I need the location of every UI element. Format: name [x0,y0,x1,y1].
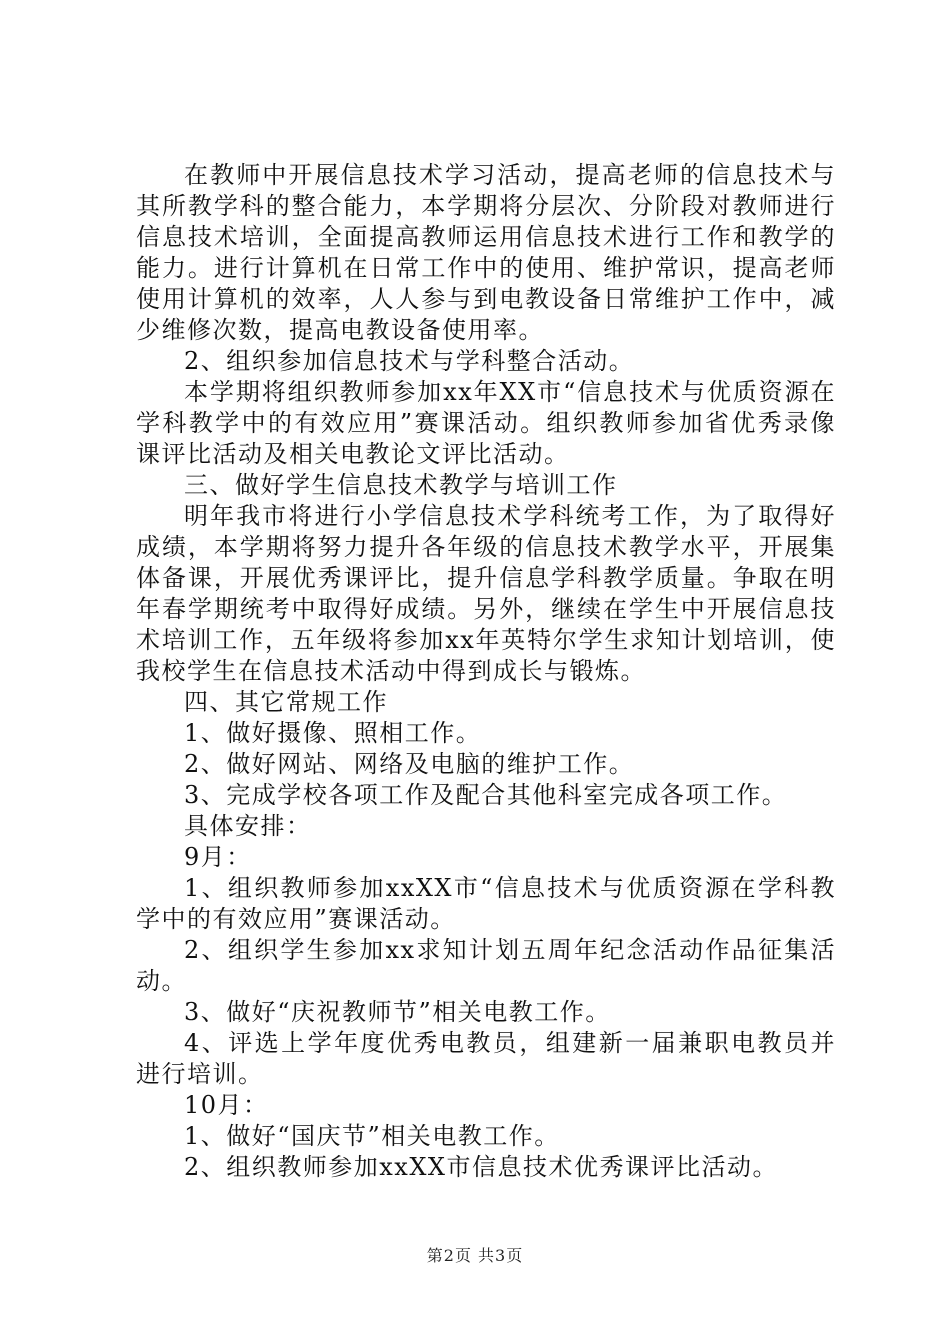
document-body [136,160,836,1183]
month-heading-september: 9月： [184,843,252,871]
list-item-school-work: 3、完成学校各项工作及配合其他科室完成各项工作。 [184,781,788,809]
paragraph-competition: 本学期将组织教师参加xx年XX市“信息技术与优质资源在学科教学中的有效应用”赛课活动。组织教师参加省优秀录像课评比活动及相关电教论文评比活动。 [136,378,836,468]
section-heading-student-training: 三、做好学生信息技术教学与培训工作 [184,471,618,499]
october-item-1: 1、做好“国庆节”相关电教工作。 [184,1122,560,1150]
paragraph-item-2-integration: 2、组织参加信息技术与学科整合活动。 [184,347,635,375]
page-number-footer: 第2页 共3页 [426,1246,524,1265]
september-item-2: 2、组织学生参加xx求知计划五周年纪念活动作品征集活动。 [136,936,836,995]
october-item-2: 2、组织教师参加xxXX市信息技术优秀课评比活动。 [184,1153,779,1181]
list-item-website: 2、做好网站、网络及电脑的维护工作。 [184,750,635,778]
september-item-3: 3、做好“庆祝教师节”相关电教工作。 [184,998,611,1026]
september-item-4: 4、评选上学年度优秀电教员，组建新一届兼职电教员并进行培训。 [136,1029,836,1088]
month-heading-october: 10月： [184,1091,269,1119]
paragraph-teacher-training: 在教师中开展信息技术学习活动，提高老师的信息技术与其所教学科的整合能力，本学期将分层次、分阶段对教师进行信息技术培训，全面提高教师运用信息技术进行工作和教学的能力。进行计算机在日常工作中的使用、维护常识，提高老师使用计算机的效率，人人参与到电教设备日常维护工作中，减少维修次数，提高电教设备使用率。 [136,161,836,344]
paragraph-student-training: 明年我市将进行小学信息技术学科统考工作，为了取得好成绩，本学期将努力提升各年级的信息技术教学水平，开展集体备课，开展优秀课评比，提升信息学科教学质量。争取在明年春学期统考中取得好成绩。另外，继续在学生中开展信息技术培训工作，五年级将参加xx年英特尔学生求知计划培训，使我校学生在信息技术活动中得到成长与锻炼。 [136,502,836,685]
schedule-heading: 具体安排： [184,812,312,840]
section-heading-routine-work: 四、其它常规工作 [184,688,388,716]
list-item-photo: 1、做好摄像、照相工作。 [184,719,482,747]
september-item-1: 1、组织教师参加xxXX市“信息技术与优质资源在学科教学中的有效应用”赛课活动。 [136,874,836,933]
